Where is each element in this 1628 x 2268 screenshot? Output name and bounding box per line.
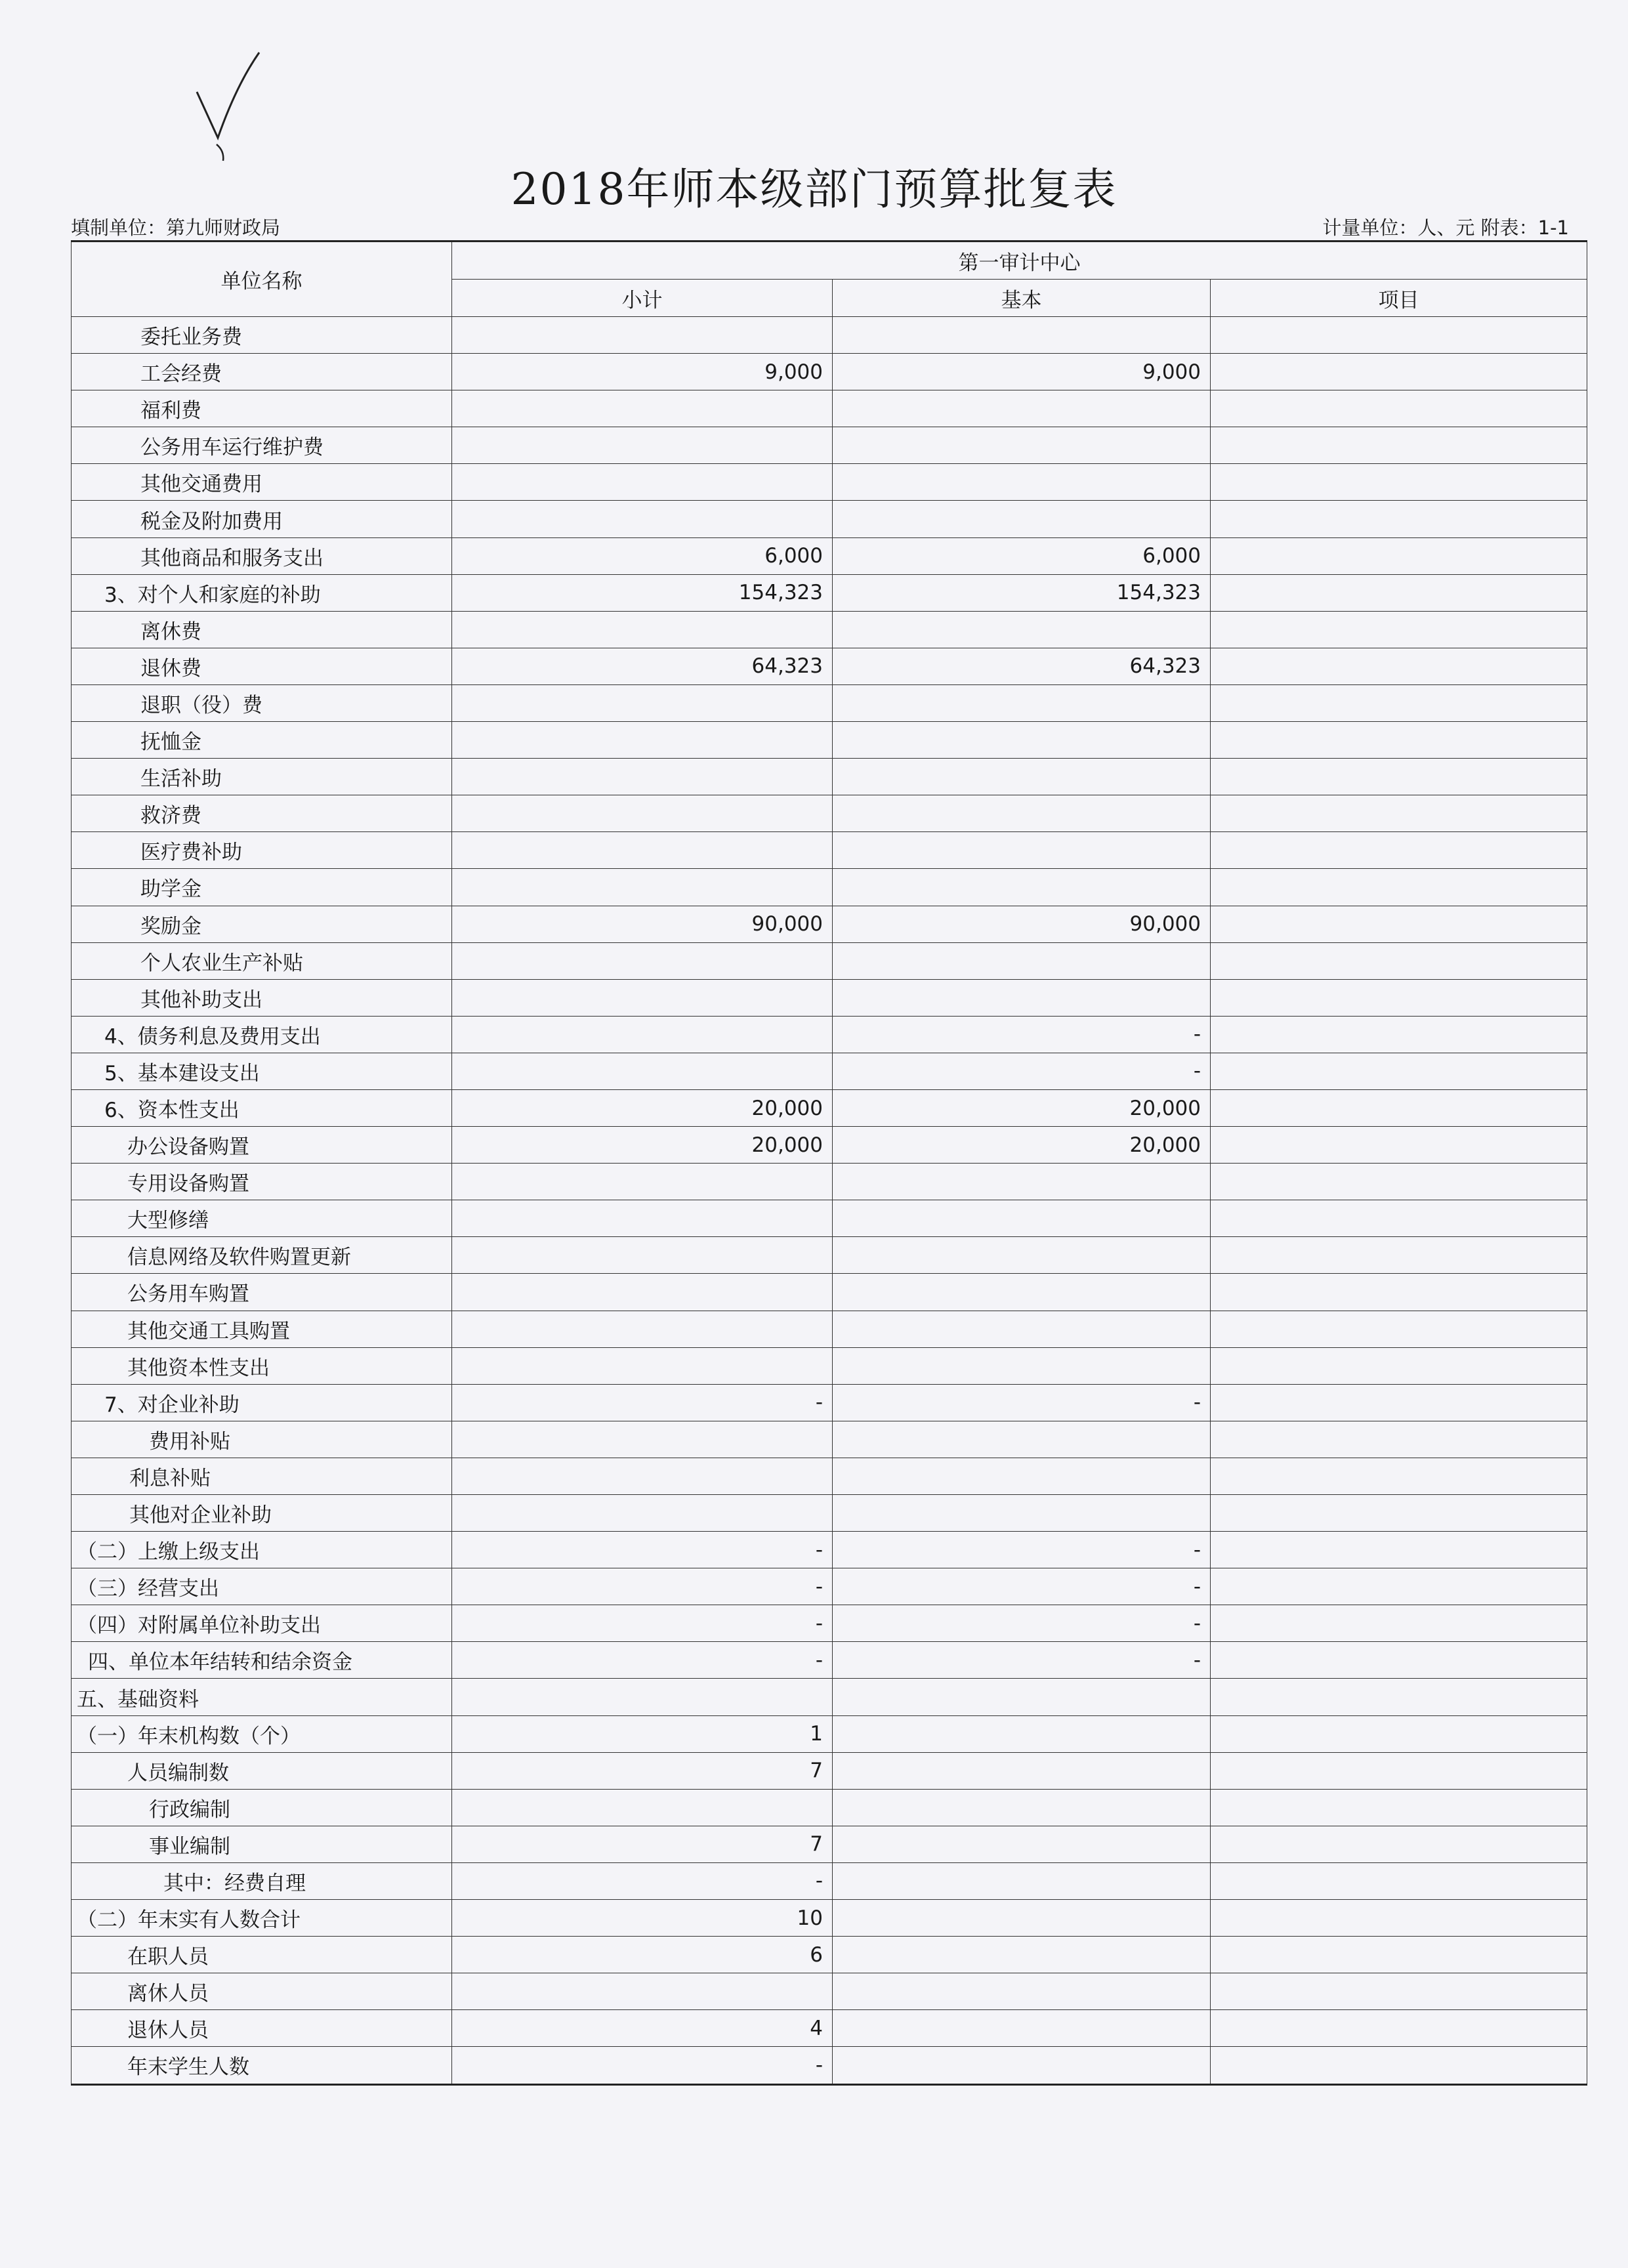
row-name: 事业编制: [72, 1826, 452, 1862]
row-name: 救济费: [72, 795, 452, 832]
row-name: 3、对个人和家庭的补助: [72, 574, 452, 611]
row-project: [1211, 1421, 1587, 1458]
row-basic: [833, 1937, 1211, 1973]
table-row: [72, 501, 1587, 537]
row-basic: [833, 1679, 1211, 1715]
row-name: （三）经营支出: [72, 1568, 452, 1605]
row-name: 其他交通费用: [72, 464, 452, 501]
header-project: 项目: [1211, 280, 1587, 317]
row-subtotal: -: [452, 1862, 833, 1899]
measure-unit: 计量单位：人、元 附表：1-1: [1322, 217, 1569, 239]
row-subtotal: [452, 390, 833, 427]
row-name: 个人农业生产补贴: [72, 942, 452, 979]
row-subtotal: 6,000: [452, 537, 833, 574]
row-basic: [833, 390, 1211, 427]
row-subtotal: [452, 1495, 833, 1532]
row-project: [1211, 574, 1587, 611]
row-project: [1211, 1200, 1587, 1237]
row-basic: [833, 1237, 1211, 1274]
row-project: [1211, 1715, 1587, 1752]
row-subtotal: 6: [452, 1937, 833, 1973]
table-row: [72, 1752, 1587, 1789]
row-basic: [833, 869, 1211, 906]
row-subtotal: -: [452, 1532, 833, 1568]
row-project: [1211, 1274, 1587, 1311]
table-row: [72, 1089, 1587, 1126]
row-basic: [833, 1421, 1211, 1458]
row-subtotal: -: [452, 1384, 833, 1421]
row-basic: [833, 1715, 1211, 1752]
row-name: 五、基础资料: [72, 1679, 452, 1715]
table-row: [72, 427, 1587, 464]
row-subtotal: [452, 1421, 833, 1458]
row-name: 利息补贴: [72, 1458, 452, 1494]
row-subtotal: [452, 611, 833, 648]
row-project: [1211, 1127, 1587, 1164]
row-subtotal: [452, 722, 833, 759]
row-name: 其他补助支出: [72, 979, 452, 1016]
row-name: 其他交通工具购置: [72, 1311, 452, 1347]
row-subtotal: [452, 1311, 833, 1347]
row-name: 退休人员: [72, 2010, 452, 2047]
row-subtotal: -: [452, 2047, 833, 2084]
row-project: [1211, 1347, 1587, 1384]
row-name: 其中：经费自理: [72, 1862, 452, 1899]
row-project: [1211, 1789, 1587, 1826]
row-basic: [833, 722, 1211, 759]
row-project: [1211, 1016, 1587, 1053]
row-name: 生活补助: [72, 759, 452, 795]
row-basic: [833, 684, 1211, 721]
row-basic: -: [833, 1016, 1211, 1053]
table-row: [72, 1495, 1587, 1532]
row-project: [1211, 464, 1587, 501]
row-subtotal: 20,000: [452, 1127, 833, 1164]
row-basic: [833, 1495, 1211, 1532]
row-name: 税金及附加费用: [72, 501, 452, 537]
row-name: 费用补贴: [72, 1421, 452, 1458]
row-project: [1211, 1752, 1587, 1789]
row-project: [1211, 317, 1587, 354]
row-project: [1211, 795, 1587, 832]
row-name: 四、单位本年结转和结余资金: [72, 1642, 452, 1679]
table-row: [72, 1532, 1587, 1568]
row-basic: 9,000: [833, 354, 1211, 390]
table-row: [72, 1384, 1587, 1421]
table-row: [72, 1862, 1587, 1899]
row-subtotal: [452, 1274, 833, 1311]
row-subtotal: [452, 795, 833, 832]
table-row: [72, 317, 1587, 354]
row-name: 7、对企业补助: [72, 1384, 452, 1421]
row-basic: 154,323: [833, 574, 1211, 611]
row-name: 公务用车运行维护费: [72, 427, 452, 464]
table-row: [72, 942, 1587, 979]
row-basic: [833, 1311, 1211, 1347]
row-basic: -: [833, 1642, 1211, 1679]
row-name: 4、债务利息及费用支出: [72, 1016, 452, 1053]
row-subtotal: [452, 464, 833, 501]
row-basic: 6,000: [833, 537, 1211, 574]
table-row: [72, 684, 1587, 721]
row-project: [1211, 1973, 1587, 2010]
row-project: [1211, 354, 1587, 390]
row-project: [1211, 648, 1587, 684]
table-row: [72, 722, 1587, 759]
row-project: [1211, 1937, 1587, 1973]
row-subtotal: 90,000: [452, 906, 833, 942]
row-basic: [833, 979, 1211, 1016]
row-project: [1211, 1568, 1587, 1605]
row-name: 医疗费补助: [72, 832, 452, 869]
row-subtotal: -: [452, 1605, 833, 1642]
row-basic: [833, 1862, 1211, 1899]
row-basic: [833, 1900, 1211, 1937]
row-subtotal: [452, 1016, 833, 1053]
table-row: [72, 2010, 1587, 2047]
row-basic: [833, 1347, 1211, 1384]
fill-unit: 填制单位：第九师财政局: [71, 217, 281, 239]
row-project: [1211, 832, 1587, 869]
row-name: （二）上缴上级支出: [72, 1532, 452, 1568]
row-name: 在职人员: [72, 1937, 452, 1973]
table-row: [72, 1458, 1587, 1494]
row-project: [1211, 979, 1587, 1016]
row-project: [1211, 537, 1587, 574]
table-row: [72, 1973, 1587, 2010]
row-basic: [833, 2047, 1211, 2084]
row-basic: 20,000: [833, 1089, 1211, 1126]
header-unit-name: 单位名称: [72, 242, 452, 317]
table-row: [72, 869, 1587, 906]
page-title: 2018年师本级部门预算批复表: [511, 164, 1117, 215]
header-basic: 基本: [833, 280, 1211, 317]
row-subtotal: 7: [452, 1752, 833, 1789]
row-basic: [833, 1274, 1211, 1311]
table-row: [72, 1311, 1587, 1347]
row-basic: [833, 611, 1211, 648]
header-row-group: [72, 242, 1587, 280]
table-row: [72, 759, 1587, 795]
row-subtotal: [452, 1789, 833, 1826]
table-row: [72, 1826, 1587, 1862]
row-basic: [833, 317, 1211, 354]
row-name: 福利费: [72, 390, 452, 427]
row-project: [1211, 1679, 1587, 1715]
row-name: 人员编制数: [72, 1752, 452, 1789]
table-row: [72, 1200, 1587, 1237]
table-row: [72, 1642, 1587, 1679]
row-project: [1211, 1053, 1587, 1089]
row-subtotal: [452, 942, 833, 979]
row-subtotal: [452, 1053, 833, 1089]
row-basic: -: [833, 1568, 1211, 1605]
row-subtotal: [452, 1458, 833, 1494]
row-project: [1211, 869, 1587, 906]
row-name: （四）对附属单位补助支出: [72, 1605, 452, 1642]
row-name: 大型修缮: [72, 1200, 452, 1237]
table-row: [72, 1274, 1587, 1311]
row-basic: [833, 1200, 1211, 1237]
table-row: [72, 1605, 1587, 1642]
row-subtotal: [452, 1973, 833, 2010]
row-project: [1211, 2047, 1587, 2084]
table-row: [72, 1900, 1587, 1937]
table-row: [72, 1568, 1587, 1605]
table-row: [72, 795, 1587, 832]
row-subtotal: [452, 832, 833, 869]
row-name: 5、基本建设支出: [72, 1053, 452, 1089]
row-project: [1211, 1237, 1587, 1274]
row-basic: 20,000: [833, 1127, 1211, 1164]
row-subtotal: 10: [452, 1900, 833, 1937]
row-project: [1211, 942, 1587, 979]
row-name: 离休人员: [72, 1973, 452, 2010]
table-row: [72, 1347, 1587, 1384]
row-name: 信息网络及软件购置更新: [72, 1237, 452, 1274]
row-basic: 64,323: [833, 648, 1211, 684]
row-subtotal: [452, 501, 833, 537]
table-row: [72, 648, 1587, 684]
row-name: 离休费: [72, 611, 452, 648]
row-subtotal: [452, 979, 833, 1016]
row-project: [1211, 611, 1587, 648]
table-row: [72, 832, 1587, 869]
row-basic: [833, 832, 1211, 869]
table-row: [72, 390, 1587, 427]
row-project: [1211, 906, 1587, 942]
row-name: 委托业务费: [72, 317, 452, 354]
row-basic: [833, 1826, 1211, 1862]
row-basic: [833, 1973, 1211, 2010]
table-row: [72, 1127, 1587, 1164]
row-subtotal: [452, 1200, 833, 1237]
table-row: [72, 1164, 1587, 1200]
row-name: 抚恤金: [72, 722, 452, 759]
row-subtotal: [452, 317, 833, 354]
row-project: [1211, 1311, 1587, 1347]
row-name: 其他商品和服务支出: [72, 537, 452, 574]
row-name: 退休费: [72, 648, 452, 684]
row-basic: [833, 501, 1211, 537]
table-row: [72, 1937, 1587, 1973]
row-subtotal: -: [452, 1568, 833, 1605]
row-project: [1211, 1495, 1587, 1532]
table-row: [72, 906, 1587, 942]
row-basic: [833, 1458, 1211, 1494]
row-basic: [833, 759, 1211, 795]
row-project: [1211, 1089, 1587, 1126]
row-name: （一）年末机构数（个）: [72, 1715, 452, 1752]
budget-table: [71, 240, 1587, 2086]
row-name: 奖励金: [72, 906, 452, 942]
row-name: 其他对企业补助: [72, 1495, 452, 1532]
row-subtotal: 1: [452, 1715, 833, 1752]
row-basic: [833, 2010, 1211, 2047]
row-basic: [833, 1789, 1211, 1826]
table-row: [72, 2047, 1587, 2084]
row-basic: -: [833, 1384, 1211, 1421]
row-subtotal: 7: [452, 1826, 833, 1862]
row-subtotal: [452, 1347, 833, 1384]
row-basic: 90,000: [833, 906, 1211, 942]
row-name: 办公设备购置: [72, 1127, 452, 1164]
row-basic: -: [833, 1605, 1211, 1642]
row-subtotal: [452, 1237, 833, 1274]
row-project: [1211, 501, 1587, 537]
header-group: 第一审计中心: [452, 242, 1587, 280]
table-row: [72, 1789, 1587, 1826]
row-name: 助学金: [72, 869, 452, 906]
table-row: [72, 464, 1587, 501]
row-basic: -: [833, 1053, 1211, 1089]
table-row: [72, 537, 1587, 574]
table-row: [72, 1715, 1587, 1752]
row-project: [1211, 1532, 1587, 1568]
table-row: [72, 1421, 1587, 1458]
row-name: 公务用车购置: [72, 1274, 452, 1311]
row-name: （二）年末实有人数合计: [72, 1900, 452, 1937]
row-subtotal: [452, 869, 833, 906]
table-row: [72, 1053, 1587, 1089]
row-basic: [833, 795, 1211, 832]
row-subtotal: -: [452, 1642, 833, 1679]
table-row: [72, 354, 1587, 390]
table-row: [72, 979, 1587, 1016]
row-project: [1211, 1458, 1587, 1494]
row-project: [1211, 684, 1587, 721]
row-project: [1211, 427, 1587, 464]
table-row: [72, 1679, 1587, 1715]
row-project: [1211, 1900, 1587, 1937]
row-subtotal: 20,000: [452, 1089, 833, 1126]
row-name: 退职（役）费: [72, 684, 452, 721]
row-subtotal: [452, 427, 833, 464]
row-subtotal: 4: [452, 2010, 833, 2047]
row-project: [1211, 1164, 1587, 1200]
checkmark-annotation: [190, 46, 269, 164]
row-subtotal: 64,323: [452, 648, 833, 684]
row-project: [1211, 1605, 1587, 1642]
row-basic: [833, 942, 1211, 979]
row-subtotal: 9,000: [452, 354, 833, 390]
row-project: [1211, 390, 1587, 427]
row-subtotal: 154,323: [452, 574, 833, 611]
row-name: 年末学生人数: [72, 2047, 452, 2084]
row-project: [1211, 759, 1587, 795]
table-row: [72, 1237, 1587, 1274]
row-name: 6、资本性支出: [72, 1089, 452, 1126]
row-name: 工会经费: [72, 354, 452, 390]
row-basic: [833, 464, 1211, 501]
row-project: [1211, 722, 1587, 759]
row-basic: -: [833, 1532, 1211, 1568]
row-basic: [833, 1164, 1211, 1200]
row-subtotal: [452, 759, 833, 795]
row-subtotal: [452, 684, 833, 721]
row-name: 专用设备购置: [72, 1164, 452, 1200]
table-row: [72, 1016, 1587, 1053]
row-basic: [833, 427, 1211, 464]
row-name: 其他资本性支出: [72, 1347, 452, 1384]
row-project: [1211, 1642, 1587, 1679]
table-row: [72, 611, 1587, 648]
header-subtotal: 小计: [452, 280, 833, 317]
row-name: 行政编制: [72, 1789, 452, 1826]
row-project: [1211, 1384, 1587, 1421]
row-project: [1211, 1826, 1587, 1862]
row-subtotal: [452, 1679, 833, 1715]
row-subtotal: [452, 1164, 833, 1200]
row-basic: [833, 1752, 1211, 1789]
row-project: [1211, 1862, 1587, 1899]
row-project: [1211, 2010, 1587, 2047]
table-row: [72, 574, 1587, 611]
